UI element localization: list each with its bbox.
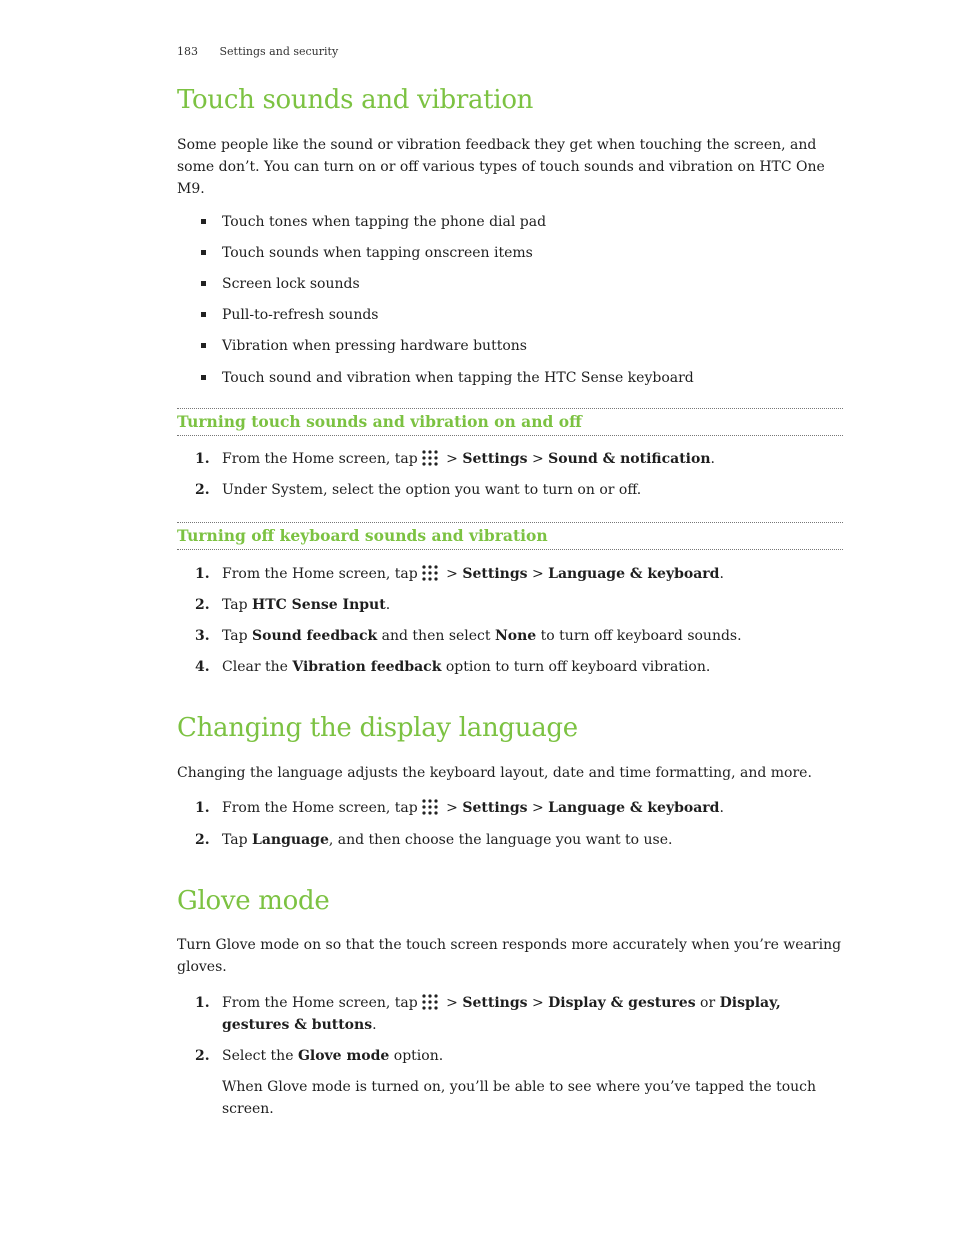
steps-list bbox=[177, 797, 843, 851]
feature-list bbox=[177, 211, 843, 389]
bullet-square-icon bbox=[201, 219, 206, 224]
step-item: 4. Clear the Vibration feedback option to turn off keyboard vibration. bbox=[195, 659, 711, 675]
step-item: 1. From the Home screen, tap > Settings > Language & keyboard. bbox=[195, 800, 724, 816]
list-item: Touch tones when tapping the phone dial pad bbox=[177, 211, 843, 233]
list-item: Pull-to-refresh sounds bbox=[177, 304, 843, 326]
bullet-square-icon bbox=[201, 343, 206, 348]
running-section-title: Settings and security bbox=[219, 45, 339, 58]
step-item: 1. From the Home screen, tap > Settings > Display & gestures or Display, gestures & buttons. bbox=[195, 995, 781, 1033]
page-number: 183 bbox=[177, 45, 198, 58]
section-title-glove-mode: Glove mode bbox=[177, 886, 330, 916]
step-item: 1. From the Home screen, tap > Settings > Language & keyboard. bbox=[195, 566, 724, 582]
section-title-touch-sounds: Touch sounds and vibration bbox=[177, 85, 534, 115]
subsection-title-keyboard-sounds: Turning off keyboard sounds and vibration bbox=[177, 522, 843, 550]
bullet-square-icon bbox=[201, 375, 206, 380]
step-item: 1. From the Home screen, tap > Settings > Sound & notification. bbox=[195, 451, 715, 467]
subsection-title-touch-on-off: Turning touch sounds and vibration on and off bbox=[177, 408, 843, 436]
glove-mode-note: When Glove mode is turned on, you’ll be able to see where you’ve tapped the touch screen. bbox=[222, 1079, 817, 1117]
step-item: 2. Tap HTC Sense Input. bbox=[195, 597, 391, 613]
steps-list bbox=[177, 563, 843, 678]
section-intro: Changing the language adjusts the keyboard layout, date and time formatting, and more. bbox=[177, 765, 812, 781]
page-header bbox=[177, 45, 338, 58]
step-item: 2. Select the Glove mode option. bbox=[195, 1048, 444, 1064]
steps-list bbox=[177, 448, 843, 501]
list-item: Touch sound and vibration when tapping the HTC Sense keyboard bbox=[177, 367, 843, 389]
section-title-display-language: Changing the display language bbox=[177, 713, 578, 743]
bullet-square-icon bbox=[201, 281, 206, 286]
step-item: 2. Under System, select the option you want to turn on or off. bbox=[195, 482, 642, 498]
list-item: Vibration when pressing hardware buttons bbox=[177, 335, 843, 357]
apps-grid-icon bbox=[421, 449, 439, 467]
step-item: 2. Tap Language, and then choose the language you want to use. bbox=[195, 832, 673, 848]
bullet-square-icon bbox=[201, 250, 206, 255]
section-intro: Turn Glove mode on so that the touch screen responds more accurately when you’re wearing gloves. bbox=[177, 937, 842, 975]
list-item: Touch sounds when tapping onscreen items bbox=[177, 242, 843, 264]
list-item: Screen lock sounds bbox=[177, 273, 843, 295]
page-content bbox=[177, 82, 843, 1120]
section-intro: Some people like the sound or vibration feedback they get when touching the screen, and some don’t. You can turn on or off various types of touch sounds and vibration on HTC One M9. bbox=[177, 137, 825, 197]
bullet-square-icon bbox=[201, 312, 206, 317]
apps-grid-icon bbox=[421, 564, 439, 582]
apps-grid-icon bbox=[421, 993, 439, 1011]
steps-list bbox=[177, 992, 843, 1067]
step-item: 3. Tap Sound feedback and then select None to turn off keyboard sounds. bbox=[195, 628, 742, 644]
apps-grid-icon bbox=[421, 798, 439, 816]
